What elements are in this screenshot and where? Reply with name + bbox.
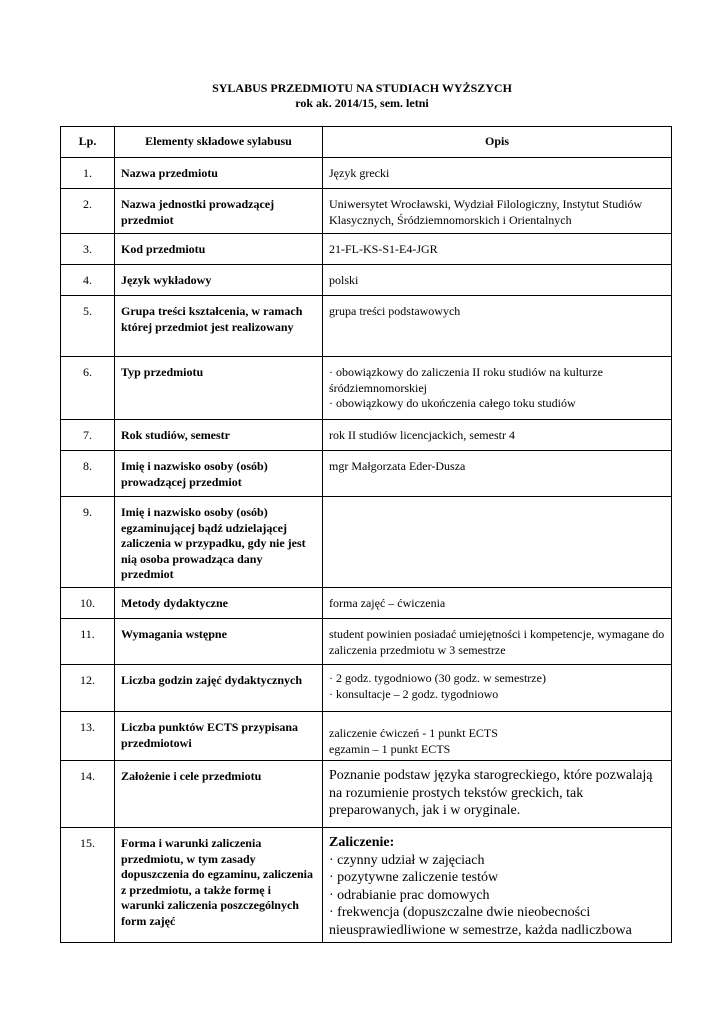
syllabus-table bbox=[60, 126, 672, 943]
row-number: 8. bbox=[61, 451, 115, 497]
row-description bbox=[323, 712, 672, 761]
row-description: 21-FL-KS-S1-E4-JGR bbox=[323, 234, 672, 265]
table-row bbox=[61, 451, 672, 497]
row-element: Metody dydaktyczne bbox=[115, 588, 323, 619]
row-description: polski bbox=[323, 265, 672, 296]
description-line: · odrabianie prac domowych bbox=[329, 887, 490, 903]
row-number: 7. bbox=[61, 420, 115, 451]
column-header-description: Opis bbox=[323, 127, 672, 158]
table-row bbox=[61, 619, 672, 665]
description-line: · frekwencja (dopuszczalne dwie nieobecności nieusprawiedliwione w semestrze, każda nadliczbowa bbox=[329, 905, 632, 938]
row-element: Liczba punktów ECTS przypisana przedmiotowi bbox=[115, 712, 323, 761]
row-element: Grupa treści kształcenia, w ramach której przedmiot jest realizowany bbox=[115, 296, 323, 357]
row-description: mgr Małgorzata Eder-Dusza bbox=[323, 451, 672, 497]
row-description: Uniwersytet Wrocławski, Wydział Filologiczny, Instytut Studiów Klasycznych, Śródziemnomorskich i Orientalnych bbox=[323, 189, 672, 234]
description-line: · konsultacje – 2 godz. tygodniowo bbox=[329, 686, 499, 701]
table-row bbox=[61, 665, 672, 712]
document-title: SYLABUS PRZEDMIOTU NA STUDIACH WYŻSZYCH bbox=[212, 81, 512, 95]
row-number: 1. bbox=[61, 158, 115, 189]
row-number: 10. bbox=[61, 588, 115, 619]
row-element: Wymagania wstępne bbox=[115, 619, 323, 665]
row-element: Kod przedmiotu bbox=[115, 234, 323, 265]
row-description bbox=[323, 828, 672, 943]
row-number: 13. bbox=[61, 712, 115, 761]
row-number: 14. bbox=[61, 761, 115, 828]
table-row bbox=[61, 761, 672, 828]
row-description: grupa treści podstawowych bbox=[323, 296, 672, 357]
row-number: 6. bbox=[61, 357, 115, 420]
table-row bbox=[61, 189, 672, 234]
row-description bbox=[323, 497, 672, 588]
description-heading: Zaliczenie: bbox=[329, 835, 395, 850]
table-row bbox=[61, 497, 672, 588]
row-element: Forma i warunki zaliczenia przedmiotu, w tym zasady dopuszczenia do egzaminu, zaliczenia z przedmiotu, a także formę i warunki zaliczenia poszczególnych form zajęć bbox=[115, 828, 323, 943]
row-number: 5. bbox=[61, 296, 115, 357]
row-number: 11. bbox=[61, 619, 115, 665]
document-subtitle: rok ak. 2014/15, sem. letni bbox=[295, 96, 429, 110]
column-header-element: Elementy składowe sylabusu bbox=[115, 127, 323, 158]
row-element: Nazwa przedmiotu bbox=[115, 158, 323, 189]
description-line: egzamin – 1 punkt ECTS bbox=[329, 741, 451, 756]
description-line: · czynny udział w zajęciach bbox=[329, 852, 485, 868]
row-description: rok II studiów licencjackich, semestr 4 bbox=[323, 420, 672, 451]
row-description: forma zajęć – ćwiczenia bbox=[323, 588, 672, 619]
row-description bbox=[323, 357, 672, 420]
column-header-lp: Lp. bbox=[61, 127, 115, 158]
row-element: Nazwa jednostki prowadzącej przedmiot bbox=[115, 189, 323, 234]
table-row bbox=[61, 420, 672, 451]
row-description: Język grecki bbox=[323, 158, 672, 189]
row-number: 15. bbox=[61, 828, 115, 943]
table-row bbox=[61, 828, 672, 943]
row-number: 4. bbox=[61, 265, 115, 296]
description-line: · pozytywne zaliczenie testów bbox=[329, 870, 499, 885]
description-line: zaliczenie ćwiczeń - 1 punkt ECTS bbox=[329, 726, 498, 740]
table-row bbox=[61, 712, 672, 761]
row-element: Rok studiów, semestr bbox=[115, 420, 323, 451]
row-number: 9. bbox=[61, 497, 115, 588]
row-number: 2. bbox=[61, 189, 115, 234]
row-number: 12. bbox=[61, 665, 115, 712]
row-element: Typ przedmiotu bbox=[115, 357, 323, 420]
table-row bbox=[61, 357, 672, 420]
row-description: Poznanie podstaw języka starogreckiego, które pozwalają na rozumienie prostych tekstów greckich, tak preparowanych, jak i w oryginale. bbox=[323, 761, 672, 828]
table-row bbox=[61, 588, 672, 619]
description-line: · 2 godz. tygodniowo (30 godz. w semestrze) bbox=[329, 671, 546, 685]
table-row bbox=[61, 234, 672, 265]
row-element: Założenie i cele przedmiotu bbox=[115, 761, 323, 828]
row-element: Imię i nazwisko osoby (osób) egzaminującej bądź udzielającej zaliczenia w przypadku, gdy nie jest nią osoba prowadząca dany przedmiot bbox=[115, 497, 323, 588]
table-row bbox=[61, 265, 672, 296]
row-element: Liczba godzin zajęć dydaktycznych bbox=[115, 665, 323, 712]
description-line: · obowiązkowy do ukończenia całego toku studiów bbox=[329, 396, 576, 410]
description-line: · obowiązkowy do zaliczenia II roku studiów na kulturze śródziemnomorskiej bbox=[329, 365, 603, 395]
row-number: 3. bbox=[61, 234, 115, 265]
row-element: Imię i nazwisko osoby (osób) prowadzącej przedmiot bbox=[115, 451, 323, 497]
table-header-row bbox=[61, 127, 672, 158]
table-row bbox=[61, 158, 672, 189]
row-element: Język wykładowy bbox=[115, 265, 323, 296]
table-row bbox=[61, 296, 672, 357]
row-description: student powinien posiadać umiejętności i kompetencje, wymagane do zaliczenia przedmiotu w 3 semestrze bbox=[323, 619, 672, 665]
row-description bbox=[323, 665, 672, 712]
